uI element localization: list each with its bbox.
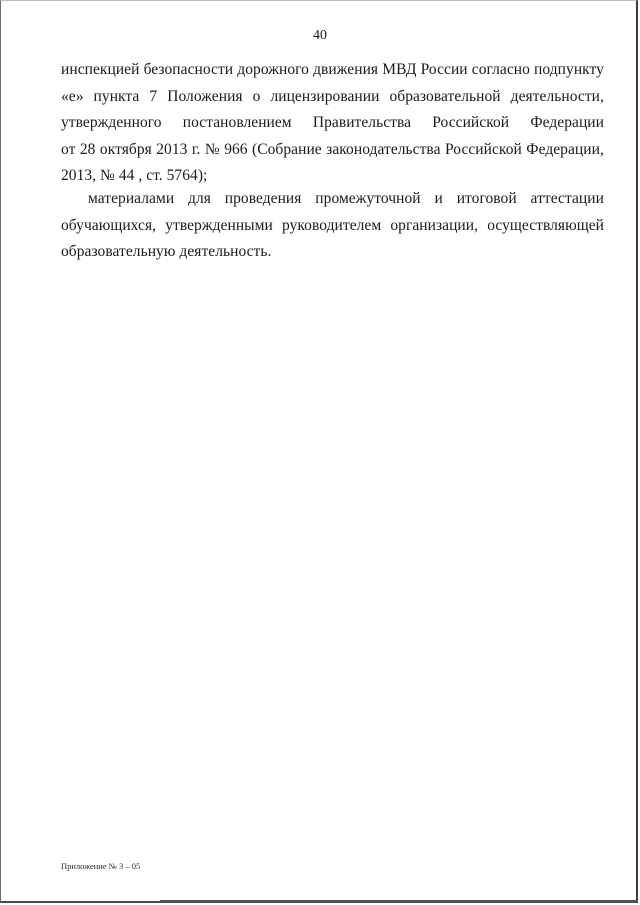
word: постановлением	[182, 114, 292, 131]
word: 28	[79, 140, 96, 158]
paragraph-2	[61, 186, 604, 266]
scan-edge-line	[160, 900, 638, 902]
text-line	[61, 110, 604, 137]
word: МВД	[382, 61, 417, 78]
word: движения	[313, 61, 379, 78]
page-number: 40	[313, 28, 327, 43]
text-line	[61, 186, 604, 213]
word: аттестации	[530, 190, 604, 207]
word: подпункту	[534, 61, 604, 78]
text-line	[61, 137, 604, 164]
word: обучающихся,	[61, 216, 157, 234]
word: пункта	[93, 87, 140, 105]
word: деятельности,	[510, 87, 604, 105]
text-line: образовательную деятельность.	[61, 243, 272, 260]
word: Положения	[167, 87, 243, 105]
word: промежуточной	[315, 190, 421, 207]
word: о	[252, 87, 261, 105]
word: руководителем	[281, 216, 382, 234]
text-line	[61, 57, 604, 84]
word: 2013	[156, 140, 188, 158]
word: дорожного	[237, 61, 309, 78]
paragraph-1	[61, 57, 604, 190]
word: для	[188, 190, 211, 207]
word: материалами	[88, 190, 175, 207]
word: проведения	[224, 190, 302, 207]
text-line	[61, 84, 604, 111]
word: образовательной	[389, 87, 501, 105]
word: инспекцией	[61, 61, 140, 78]
word: октября	[99, 140, 152, 158]
word: осуществляющей	[487, 216, 604, 234]
word: от	[61, 140, 76, 158]
word: законодательства	[326, 140, 441, 158]
word: утвержденными	[165, 216, 273, 234]
word: утвержденного	[61, 114, 162, 131]
word: №	[204, 140, 220, 158]
word: 7	[149, 87, 158, 105]
text-line: 2013, № 44 , ст. 5764);	[61, 167, 208, 184]
footer-attachment-note: Приложение № 3 – 05	[61, 861, 141, 871]
word: лицензировании	[270, 87, 380, 105]
word: безопасности	[143, 61, 234, 78]
word: итоговой	[456, 190, 517, 207]
word: согласно	[471, 61, 530, 78]
word: «е»	[61, 87, 84, 105]
word: России	[420, 61, 468, 78]
word: Федерации,	[526, 140, 604, 158]
word: (Собрание	[252, 140, 322, 158]
text-line	[61, 213, 604, 240]
word: 966	[224, 140, 248, 158]
word: г.	[191, 140, 201, 158]
word: Российской	[432, 114, 510, 131]
word: Российской	[444, 140, 522, 158]
word: Федерации	[530, 114, 604, 131]
word: Правительства	[312, 114, 412, 131]
word: организации,	[390, 216, 479, 234]
word: и	[434, 190, 443, 207]
